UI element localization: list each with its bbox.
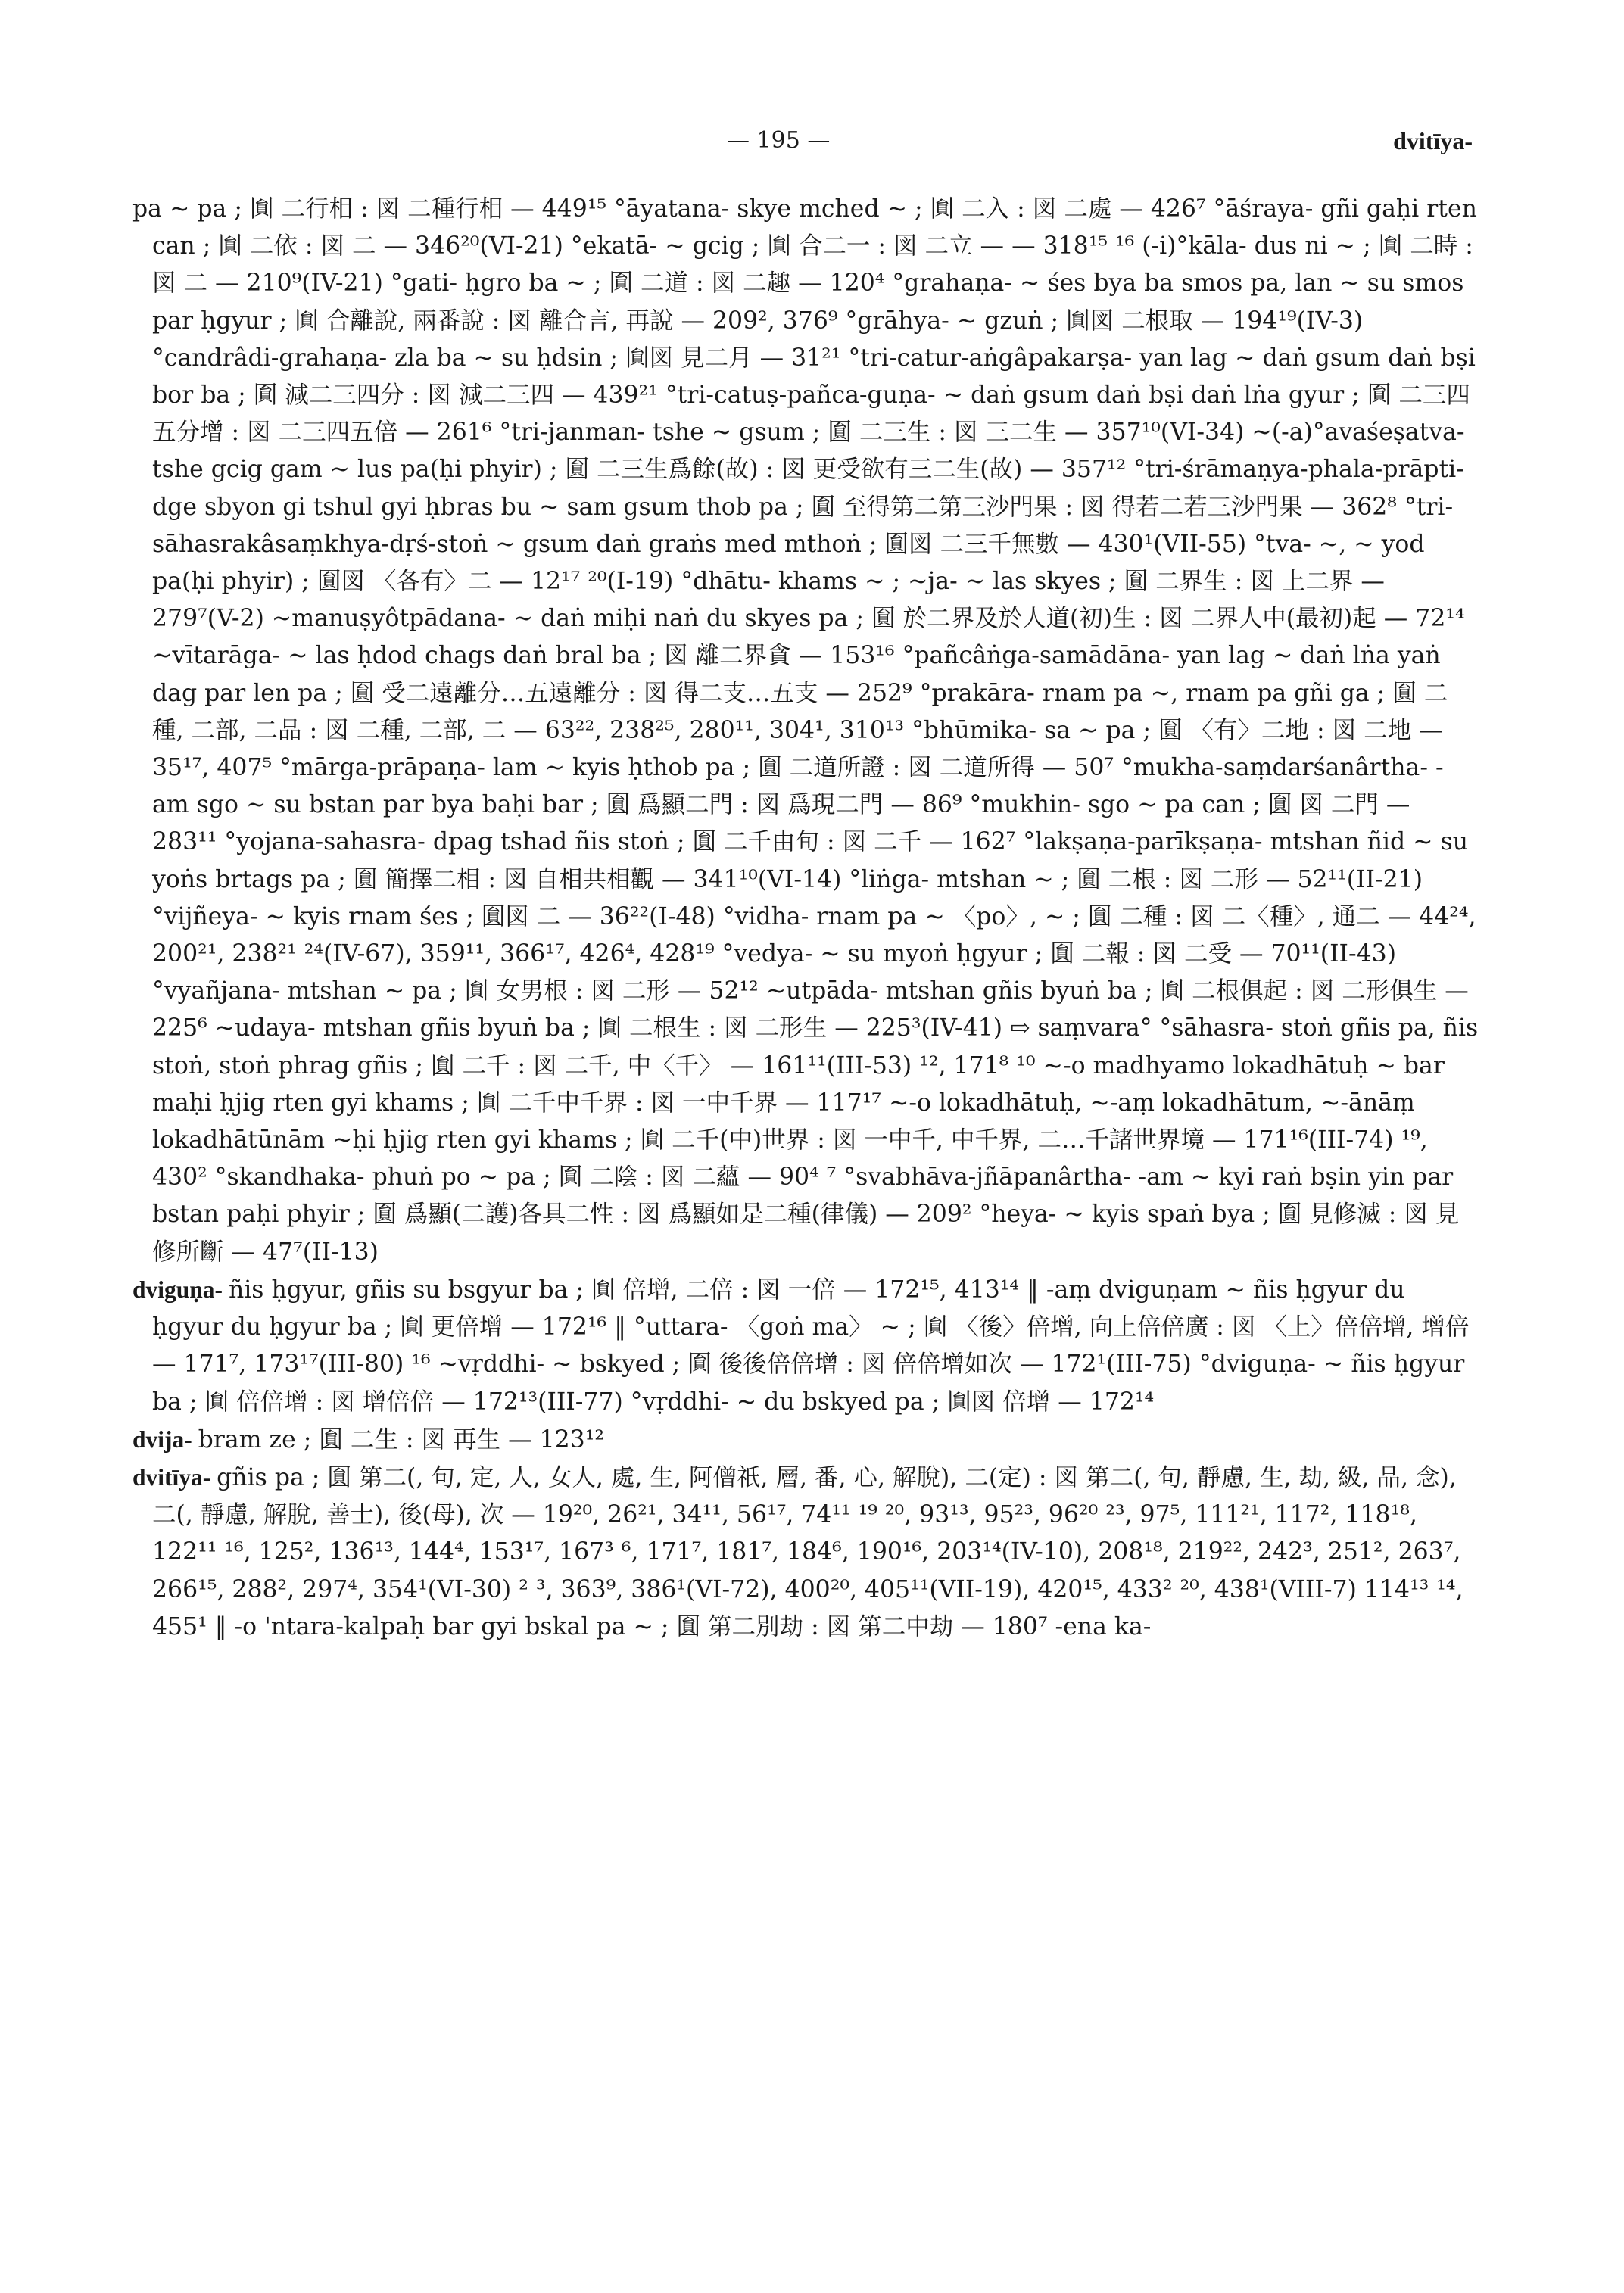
running-head: dvitīya- xyxy=(1393,127,1473,154)
entry-text: ñis ḥgyur, gñis su bsgyur ba ; 圎 倍增, 二倍 : 図 一倍 — 172¹⁵, 413¹⁴ ‖ -aṃ dviguṇam ~ ñis ḥgyur du ḥgyur du ḥgyur ba ; 圎 更倍增 — 172¹⁶ ‖ °uttara- 〈goṅ ma〉 ~ ; 圎 〈後〉倍增, 向上倍倍廣 : 図 〈上〉倍倍增, 增倍 — 171⁷, 173¹⁷(III-80) ¹⁶ ~vṛddhi- ~ bskyed ; 圎 後後倍倍增 : 図 倍倍增如次 — 172¹(III-75) °dviguṇa- ~ ñis ḥgyur ba ; 圎 倍倍增 : 図 增倍倍 — 172¹³(III-77) °vṛddhi- ~ du bskyed pa ; 圎図 倍增 — 172¹⁴ xyxy=(152,1276,1470,1416)
dictionary-body xyxy=(132,191,1479,1646)
entry-text: pa ~ pa ; 圎 二行相 : 図 二種行相 — 449¹⁵ °āyatana- skye mched ~ ; 圎 二入 : 図 二處 — 426⁷ °āśraya- gñi gaḥi rten can ; 圎 二依 : 図 二 — 346²⁰(VI-21) °ekatā- ~ gcig ; 圎 合二一 : 図 二立 — — 318¹⁵ ¹⁶ (-i)°kāla- dus ni ~ ; 圎 二時 : 図 二 — 210⁹(IV-21) °gati- ḥgro ba ~ ; 圎 二道 : 図 二趣 — 120⁴ °grahaṇa- ~ śes bya ba smos pa, lan ~ su smos par ḥgyur ; 圎 合離說, 兩番說 : 図 離合言, 再說 — 209², 376⁹ °grāhya- ~ gzuṅ ; 圎図 二根取 — 194¹⁹(IV-3) °candrâdi-grahaṇa- zla ba ~ su ḥdsin ; 圎図 見二月 — 31²¹ °tri-catur-aṅgâpakarṣa- yan lag ~ daṅ gsum daṅ bṣi bor ba ; 圎 減二三四分 : 図 減二三四 — 439²¹ °tri-catuṣ-pañca-guṇa- ~ daṅ gsum daṅ bṣi daṅ lṅa gyur ; 圎 二三四五分增 : 図 二三四五倍 — 261⁶ °tri-janman- tshe ~ gsum ; 圎 二三生 : 図 三二生 — 357¹⁰(VI-34) ~(-a)°avaśeṣatva- tshe gcig gam ~ lus pa(ḥi phyir) ; 圎 二三生爲餘(故) : 図 更受欲有三二生(故) — 357¹² °tri-śrāmaṇya-phala-prāpti- dge sbyon gi tshul gyi ḥbras bu ~ sam gsum thob pa ; 圎 至得第二第三沙門果 : 図 得若二若三沙門果 — 362⁸ °tri-sāhasrakâsaṃkhya-dṛś-stoṅ ~ gsum daṅ graṅs med mthoṅ ; 圎図 二三千無數 — 430¹(VII-55) °tva- ~, ~ yod pa(ḥi phyir) ; 圎図 〈各有〉二 — 12¹⁷ ²⁰(I-19) °dhātu- khams ~ ; ~ja- ~ las skyes ; 圎 二界生 : 図 上二界 — 279⁷(V-2) ~manuṣyôtpādana- ~ daṅ miḥi naṅ du skyes pa ; 圎 於二界及於人道(初)生 : 図 二界人中(最初)起 — 72¹⁴ ~vītarāga- ~ las ḥdod chags daṅ bral ba ; 図 離二界貪 — 153¹⁶ °pañcâṅga-samādāna- yan lag ~ daṅ lṅa yaṅ dag par len pa ; 圎 受二遠離分…五遠離分 : 図 得二支…五支 — 252⁹ °prakāra- rnam pa ~, rnam pa gñi ga ; 圎 二種, 二部, 二品 : 図 二種, 二部, 二 — 63²², 238²⁵, 280¹¹, 304¹, 310¹³ °bhūmika- sa ~ pa ; 圎 〈有〉二地 : 図 二地 — 35¹⁷, 407⁵ °mārga-prāpaṇa- lam ~ kyis ḥthob pa ; 圎 二道所證 : 図 二道所得 — 50⁷ °mukha-saṃdarśanârtha- -am sgo ~ su bstan par bya baḥi bar ; 圎 爲顯二門 : 図 爲現二門 — 86⁹ °mukhin- sgo ~ pa can ; 圎 図 二門 — 283¹¹ °yojana-sahasra- dpag tshad ñis stoṅ ; 圎 二千由旬 : 図 二千 — 162⁷ °lakṣaṇa-parīkṣaṇa- mtshan ñid ~ su yoṅs brtags pa ; 圎 簡擇二相 : 図 自相共相觀 — 341¹⁰(VI-14) °liṅga- mtshan ~ ; 圎 二根 : 図 二形 — 52¹¹(II-21) °vijñeya- ~ kyis rnam śes ; 圎図 二 — 36²²(I-48) °vidha- rnam pa ~ 〈po〉, ~ ; 圎 二種 : 図 二〈種〉, 通二 — 44²⁴, 200²¹, 238²¹ ²⁴(IV-67), 359¹¹, 366¹⁷, 426⁴, 428¹⁹ °vedya- ~ su myoṅ ḥgyur ; 圎 二報 : 図 二受 — 70¹¹(II-43) °vyañjana- mtshan ~ pa ; 圎 女男根 : 図 二形 — 52¹² ~utpāda- mtshan gñis byuṅ ba ; 圎 二根俱起 : 図 二形俱生 — 225⁶ ~udaya- mtshan gñis byuṅ ba ; 圎 二根生 : 図 二形生 — 225³(IV-41) ⇨ saṃvara° °sāhasra- stoṅ gñis pa, ñis stoṅ, stoṅ phrag gñis ; 圎 二千 : 図 二千, 中〈千〉 — 161¹¹(III-53) ¹², 171⁸ ¹⁰ ~-o madhyamo lokadhātuḥ ~ bar maḥi ḥjig rten gyi khams ; 圎 二千中千界 : 図 一中千界 — 117¹⁷ ~-o lokadhātuḥ, ~-aṃ lokadhātum, ~-ānāṃ lokadhātūnām ~ḥi ḥjig rten gyi khams ; 圎 二千(中)世界 : 図 一中千, 中千界, 二…千諸世界境 — 171¹⁶(III-74) ¹⁹, 430² °skandhaka- phuṅ po ~ pa ; 圎 二陰 : 図 二蘊 — 90⁴ ⁷ °svabhāva-jñāpanârtha- -am ~ kyi raṅ bṣin yin par bstan paḥi phyir ; 圎 爲顯(二護)各具二性 : 図 爲顯如是二種(律儀) — 209² °heya- ~ kyis spaṅ bya ; 圎 見修滅 : 図 見修所斷 — 47⁷(II-13) xyxy=(132,195,1479,1266)
entry-continuation xyxy=(132,191,1479,1271)
entry-dvitiya xyxy=(132,1459,1479,1646)
entry-headword: dvitīya- xyxy=(132,1463,217,1491)
entry-headword: dviguṇa- xyxy=(132,1276,229,1303)
entry-text: bram ze ; 圎 二生 : 図 再生 — 123¹² xyxy=(198,1425,604,1453)
page-number: — 195 — xyxy=(727,127,831,154)
entry-dvija xyxy=(132,1421,1479,1459)
entry-text: gñis pa ; 圎 第二(, 句, 定, 人, 女人, 處, 生, 阿僧祇, 層, 番, 心, 解脫), 二(定) : 図 第二(, 句, 靜慮, 生, 劫, 級, 品, 念), 二(, 靜慮, 解脫, 善士), 後(母), 次 — 19²⁰, 26²¹, 34¹¹, 56¹⁷, 74¹¹ ¹⁹ ²⁰, 93¹³, 95²³, 96²⁰ ²³, 97⁵, 111²¹, 117², 118¹⁸, 122¹¹ ¹⁶, 125², 136¹³, 144⁴, 153¹⁷, 167³ ⁶, 171⁷, 181⁷, 184⁶, 190¹⁶, 203¹⁴(IV-10), 208¹⁸, 219²², 242³, 251², 263⁷, 266¹⁵, 288², 297⁴, 354¹(VI-30) ² ³, 363⁹, 386¹(VI-72), 400²⁰, 405¹¹(VII-19), 420¹⁵, 433² ²⁰, 438¹(VIII-7) 114¹³ ¹⁴, 455¹ ‖ -o 'ntara-kalpaḥ bar gyi bskal pa ~ ; 圎 第二別劫 : 図 第二中劫 — 180⁷ -ena ka- xyxy=(152,1463,1463,1640)
entry-headword: dvija- xyxy=(132,1425,198,1453)
entry-dviguna xyxy=(132,1271,1479,1421)
page-header xyxy=(0,127,1624,165)
